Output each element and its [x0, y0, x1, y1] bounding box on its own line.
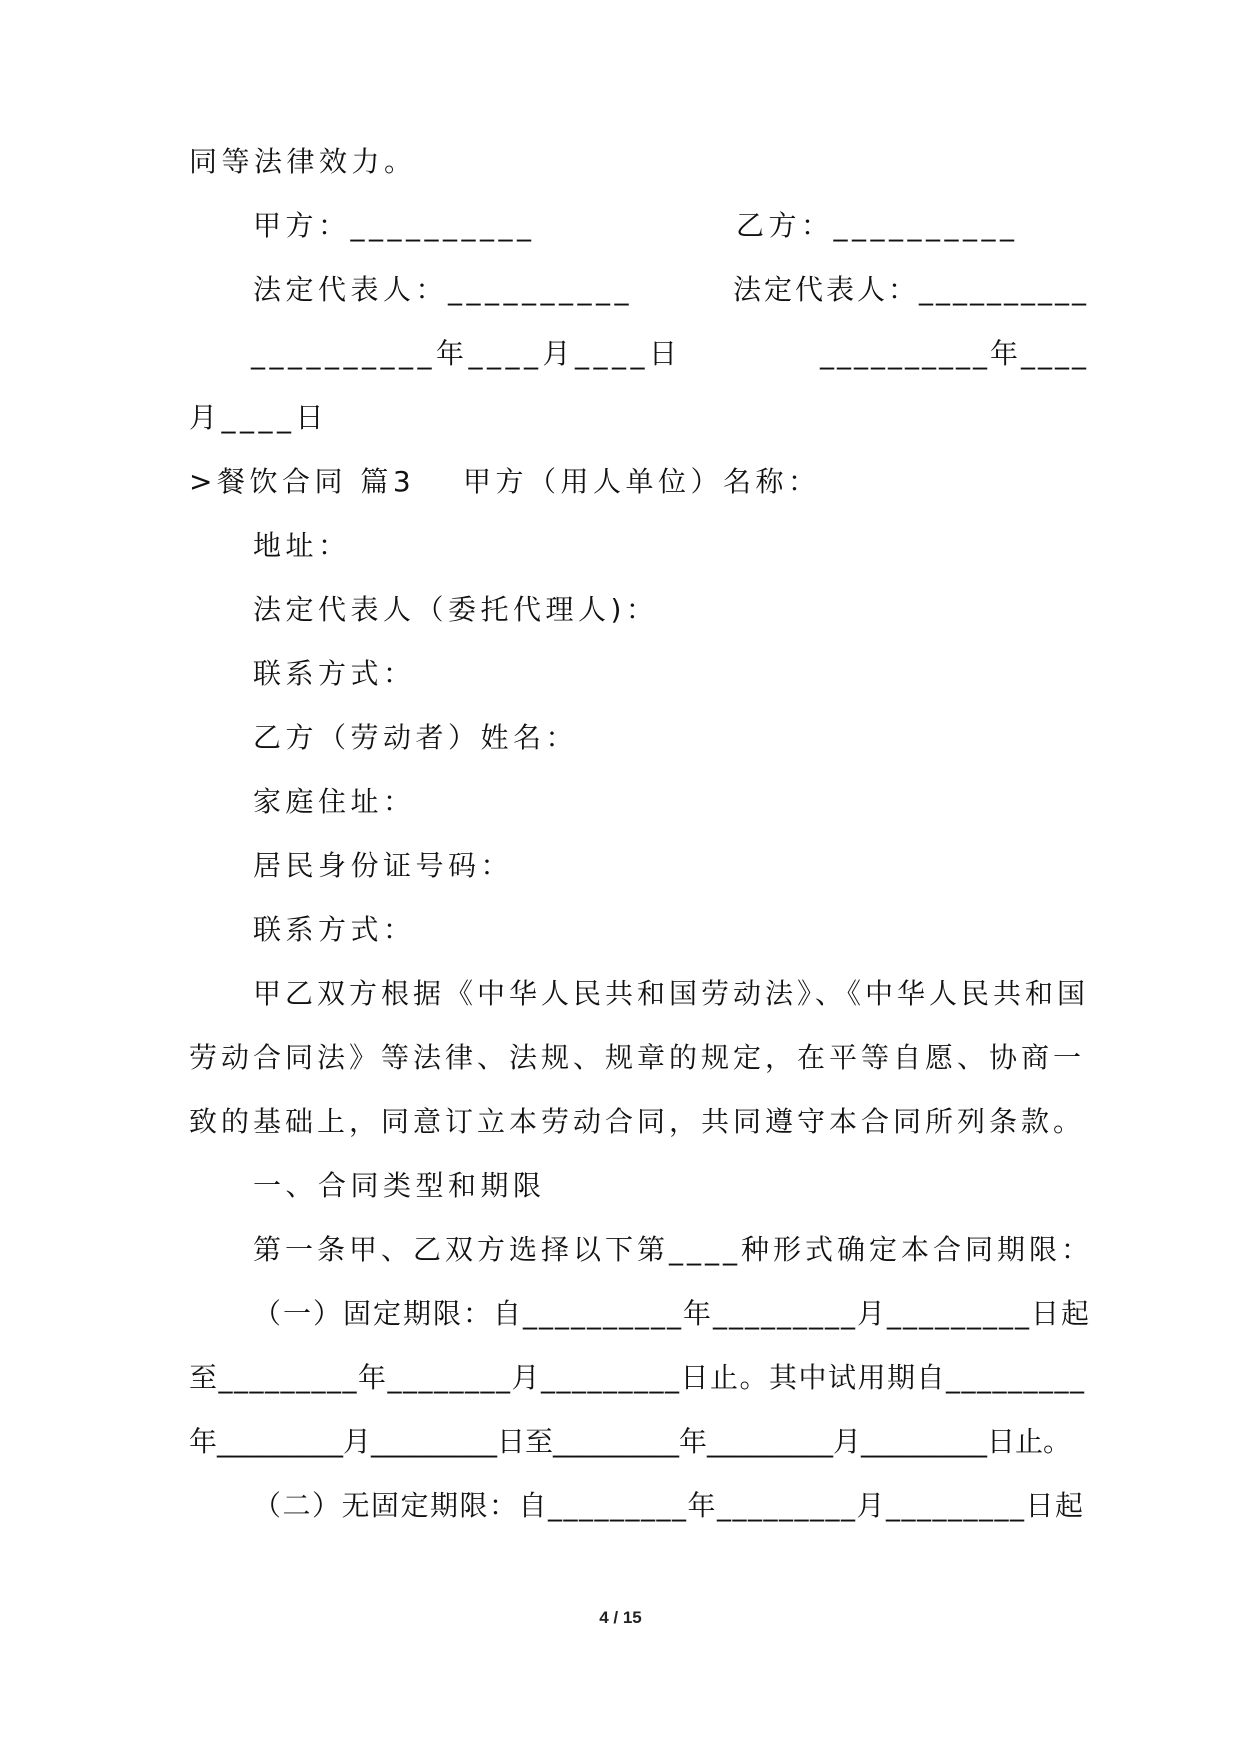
representative-label: 法定代表人（委托代理人)：	[253, 593, 659, 626]
party-b-date: __________年____	[820, 337, 1090, 370]
employee-name-label: 乙方（劳动者）姓名：	[253, 721, 579, 754]
fixed-term-line: 年_________月_________日至_________年_________月_________日止。	[189, 1425, 1072, 1458]
party-b-date-cont: 月____日	[189, 401, 329, 434]
address-label: 地址：	[253, 529, 351, 562]
party-b-representative: 法定代表人：__________	[733, 273, 1090, 306]
fixed-term-line: 至_________年________月_________日止。其中试用期自_________	[189, 1361, 1086, 1394]
party-a-representative: 法定代表人：__________	[253, 273, 634, 306]
fixed-term-line: （一）固定期限：自__________年_________月_________日起	[253, 1297, 1092, 1330]
article-heading: 一、合同类型和期限	[253, 1169, 546, 1202]
page-number: 4 / 15	[599, 1608, 642, 1627]
section-heading: >餐饮合同 篇3	[189, 465, 416, 498]
paragraph-line: 劳动合同法》等法律、法规、规章的规定，在平等自愿、协商一	[189, 1041, 1086, 1074]
party-a-label: 甲方：__________	[253, 209, 536, 242]
paragraph-line: 致的基础上，同意订立本劳动合同，共同遵守本合同所列条款。	[189, 1105, 1086, 1138]
party-a-date: __________年____月____日	[251, 337, 682, 370]
paragraph-line: 甲乙双方根据《中华人民共和国劳动法》、《中华人民共和国	[253, 977, 1090, 1010]
contact-label-2: 联系方式：	[253, 913, 416, 946]
employer-name-label: 甲方（用人单位）名称：	[463, 465, 821, 498]
article-line: 第一条甲、乙双方选择以下第____种形式确定本合同期限：	[253, 1233, 1094, 1266]
party-b-label: 乙方：__________	[736, 209, 1019, 242]
text-line: 同等法律效力。	[189, 145, 417, 178]
id-number-label: 居民身份证号码：	[253, 849, 514, 882]
open-term-line: （二）无固定期限：自_________年_________月_________日起	[253, 1489, 1085, 1522]
home-address-label: 家庭住址：	[253, 785, 416, 818]
contact-label: 联系方式：	[253, 657, 416, 690]
